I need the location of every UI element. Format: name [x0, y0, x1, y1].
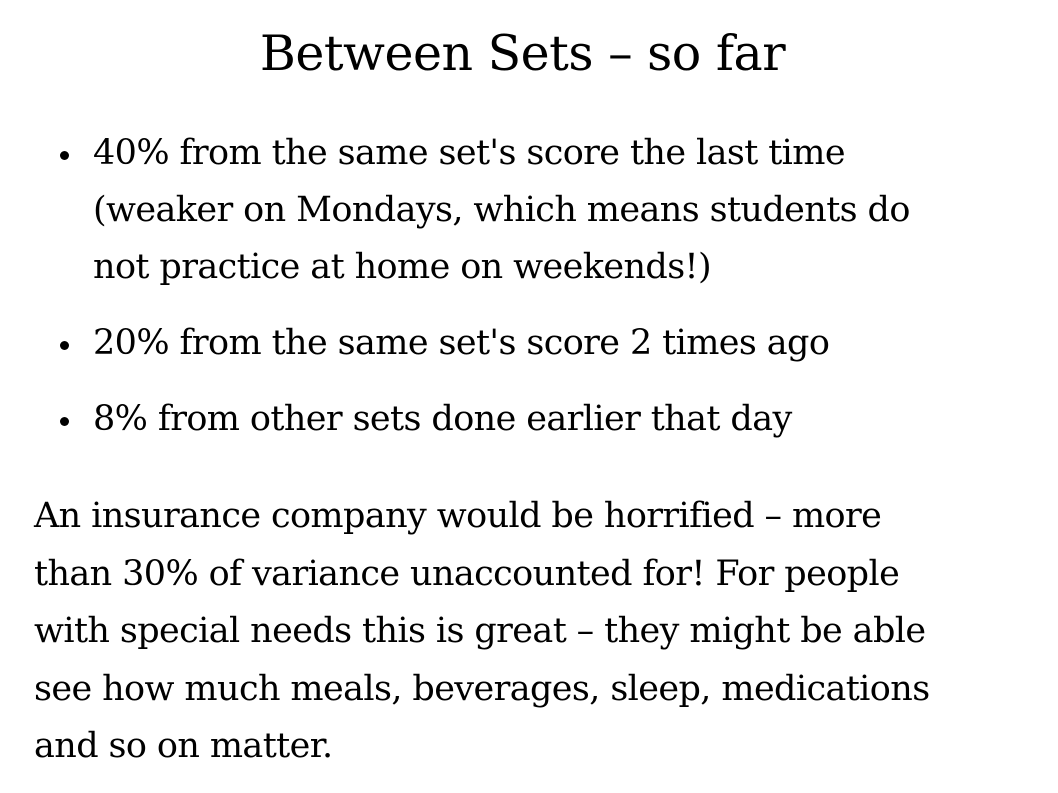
body-paragraph: [34, 488, 1024, 776]
paragraph-line: An insurance company would be horrified – more: [34, 496, 882, 536]
bullet-item: [60, 315, 1020, 372]
paragraph-line: see how much meals, beverages, sleep, medications: [34, 668, 930, 709]
slide-title: Between Sets – so far: [259, 25, 786, 82]
bullet-list: [60, 125, 1020, 448]
bullet-icon: [60, 417, 69, 426]
bullet-item: [60, 391, 1020, 448]
bullet-line: 20% from the same set's score 2 times ago: [93, 323, 830, 363]
bullet-icon: [60, 151, 69, 160]
paragraph-line: with special needs this is great – they might be able: [34, 611, 926, 651]
bullet-item: [60, 125, 1020, 296]
bullet-line: not practice at home on weekends!): [93, 247, 712, 287]
bullet-icon: [60, 341, 69, 350]
bullet-line: 8% from other sets done earlier that day: [93, 399, 792, 439]
bullet-line: (weaker on Mondays, which means students do: [93, 190, 910, 230]
bullet-line: 40% from the same set's score the last time: [93, 133, 845, 173]
paragraph-line: and so on matter.: [34, 726, 333, 766]
paragraph-line: than 30% of variance unaccounted for! For people: [34, 553, 900, 594]
